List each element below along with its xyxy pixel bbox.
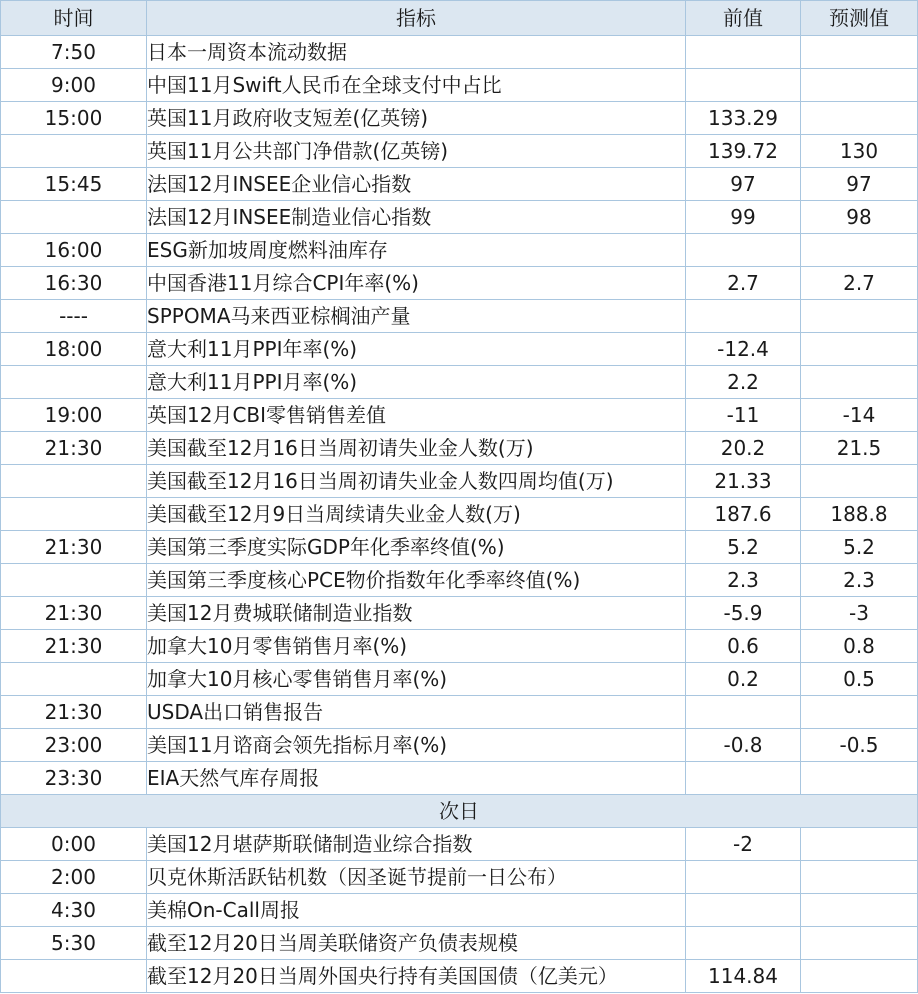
previous-value-cell: 187.6	[686, 498, 801, 531]
header-previous: 前值	[686, 1, 801, 36]
previous-value-cell	[686, 696, 801, 729]
table-row	[1, 630, 918, 663]
time-cell: 16:00	[1, 234, 147, 267]
table-row	[1, 498, 918, 531]
time-cell	[1, 564, 147, 597]
indicator-cell: 中国香港11月综合CPI年率(%)	[147, 267, 686, 300]
previous-value-cell: 139.72	[686, 135, 801, 168]
time-cell: 15:45	[1, 168, 147, 201]
table-row	[1, 564, 918, 597]
indicator-cell: USDA出口销售报告	[147, 696, 686, 729]
table-row	[1, 927, 918, 960]
time-cell: 9:00	[1, 69, 147, 102]
next-day-rows	[1, 828, 918, 993]
time-cell: 21:30	[1, 432, 147, 465]
indicator-cell: 加拿大10月核心零售销售月率(%)	[147, 663, 686, 696]
forecast-value-cell	[801, 69, 918, 102]
forecast-value-cell: 0.8	[801, 630, 918, 663]
table-row	[1, 465, 918, 498]
previous-value-cell	[686, 927, 801, 960]
time-cell	[1, 201, 147, 234]
previous-value-cell: -5.9	[686, 597, 801, 630]
table-row	[1, 366, 918, 399]
time-cell: 23:00	[1, 729, 147, 762]
indicator-cell: 美国12月费城联储制造业指数	[147, 597, 686, 630]
forecast-value-cell	[801, 696, 918, 729]
forecast-value-cell: -14	[801, 399, 918, 432]
indicator-cell: 意大利11月PPI月率(%)	[147, 366, 686, 399]
forecast-value-cell: 98	[801, 201, 918, 234]
forecast-value-cell: 188.8	[801, 498, 918, 531]
previous-value-cell: 114.84	[686, 960, 801, 993]
time-cell	[1, 135, 147, 168]
table-row	[1, 762, 918, 795]
time-cell: 18:00	[1, 333, 147, 366]
previous-value-cell	[686, 894, 801, 927]
forecast-value-cell	[801, 894, 918, 927]
time-cell: 4:30	[1, 894, 147, 927]
indicator-cell: 贝克休斯活跃钻机数（因圣诞节提前一日公布）	[147, 861, 686, 894]
previous-value-cell: 2.3	[686, 564, 801, 597]
previous-value-cell: -0.8	[686, 729, 801, 762]
time-cell: 21:30	[1, 531, 147, 564]
time-cell	[1, 465, 147, 498]
table-row	[1, 102, 918, 135]
forecast-value-cell	[801, 333, 918, 366]
forecast-value-cell	[801, 36, 918, 69]
previous-value-cell: 21.33	[686, 465, 801, 498]
table-row	[1, 696, 918, 729]
same-day-rows	[1, 36, 918, 795]
indicator-cell: 英国12月CBI零售销售差值	[147, 399, 686, 432]
indicator-cell: 英国11月政府收支短差(亿英镑)	[147, 102, 686, 135]
previous-value-cell: -11	[686, 399, 801, 432]
table-row	[1, 531, 918, 564]
header-indicator: 指标	[147, 1, 686, 36]
table-row	[1, 399, 918, 432]
previous-value-cell: 133.29	[686, 102, 801, 135]
indicator-cell: 美国第三季度实际GDP年化季率终值(%)	[147, 531, 686, 564]
time-cell	[1, 663, 147, 696]
table-row	[1, 168, 918, 201]
forecast-value-cell	[801, 234, 918, 267]
indicator-cell: 美棉On-Call周报	[147, 894, 686, 927]
previous-value-cell: 0.6	[686, 630, 801, 663]
previous-value-cell: 0.2	[686, 663, 801, 696]
indicator-cell: 中国11月Swift人民币在全球支付中占比	[147, 69, 686, 102]
indicator-cell: 美国截至12月16日当周初请失业金人数(万)	[147, 432, 686, 465]
table-row	[1, 432, 918, 465]
time-cell: 7:50	[1, 36, 147, 69]
forecast-value-cell: -0.5	[801, 729, 918, 762]
time-cell: 21:30	[1, 597, 147, 630]
forecast-value-cell	[801, 102, 918, 135]
table-row	[1, 201, 918, 234]
forecast-value-cell: 130	[801, 135, 918, 168]
indicator-cell: ESG新加坡周度燃料油库存	[147, 234, 686, 267]
previous-value-cell	[686, 69, 801, 102]
indicator-cell: 截至12月20日当周外国央行持有美国国债（亿美元）	[147, 960, 686, 993]
header-forecast: 预测值	[801, 1, 918, 36]
indicator-cell: 美国12月堪萨斯联储制造业综合指数	[147, 828, 686, 861]
time-cell: 2:00	[1, 861, 147, 894]
forecast-value-cell: 5.2	[801, 531, 918, 564]
previous-value-cell: 20.2	[686, 432, 801, 465]
forecast-value-cell: 97	[801, 168, 918, 201]
time-cell: 15:00	[1, 102, 147, 135]
indicator-cell: SPPOMA马来西亚棕榈油产量	[147, 300, 686, 333]
indicator-cell: 美国第三季度核心PCE物价指数年化季率终值(%)	[147, 564, 686, 597]
header-time: 时间	[1, 1, 147, 36]
indicator-cell: 英国11月公共部门净借款(亿英镑)	[147, 135, 686, 168]
table-row	[1, 960, 918, 993]
indicator-cell: 加拿大10月零售销售月率(%)	[147, 630, 686, 663]
indicator-cell: 美国截至12月16日当周初请失业金人数四周均值(万)	[147, 465, 686, 498]
previous-value-cell: 99	[686, 201, 801, 234]
indicator-cell: 美国截至12月9日当周续请失业金人数(万)	[147, 498, 686, 531]
time-cell: 19:00	[1, 399, 147, 432]
time-cell	[1, 366, 147, 399]
time-cell	[1, 498, 147, 531]
previous-value-cell	[686, 36, 801, 69]
table-row	[1, 333, 918, 366]
forecast-value-cell	[801, 762, 918, 795]
table-row	[1, 234, 918, 267]
indicator-cell: 意大利11月PPI年率(%)	[147, 333, 686, 366]
table-row	[1, 663, 918, 696]
previous-value-cell: 2.7	[686, 267, 801, 300]
previous-value-cell	[686, 762, 801, 795]
previous-value-cell: -2	[686, 828, 801, 861]
time-cell: 16:30	[1, 267, 147, 300]
time-cell: 21:30	[1, 696, 147, 729]
indicator-cell: 截至12月20日当周美联储资产负债表规模	[147, 927, 686, 960]
previous-value-cell	[686, 234, 801, 267]
time-cell	[1, 960, 147, 993]
indicator-cell: 法国12月INSEE企业信心指数	[147, 168, 686, 201]
forecast-value-cell: -3	[801, 597, 918, 630]
previous-value-cell: -12.4	[686, 333, 801, 366]
forecast-value-cell: 21.5	[801, 432, 918, 465]
table-row	[1, 861, 918, 894]
forecast-value-cell: 2.7	[801, 267, 918, 300]
indicator-cell: 法国12月INSEE制造业信心指数	[147, 201, 686, 234]
header-row	[1, 1, 918, 36]
table-row	[1, 894, 918, 927]
forecast-value-cell	[801, 828, 918, 861]
time-cell: 23:30	[1, 762, 147, 795]
forecast-value-cell: 0.5	[801, 663, 918, 696]
next-day-label: 次日	[1, 795, 918, 828]
forecast-value-cell	[801, 366, 918, 399]
time-cell: 0:00	[1, 828, 147, 861]
previous-value-cell: 2.2	[686, 366, 801, 399]
table-row	[1, 69, 918, 102]
time-cell: ----	[1, 300, 147, 333]
previous-value-cell	[686, 861, 801, 894]
time-cell: 21:30	[1, 630, 147, 663]
next-day-divider-row	[1, 795, 918, 828]
table-row	[1, 597, 918, 630]
forecast-value-cell	[801, 960, 918, 993]
table-row	[1, 729, 918, 762]
forecast-value-cell	[801, 861, 918, 894]
forecast-value-cell	[801, 465, 918, 498]
indicator-cell: EIA天然气库存周报	[147, 762, 686, 795]
previous-value-cell: 97	[686, 168, 801, 201]
previous-value-cell: 5.2	[686, 531, 801, 564]
time-cell: 5:30	[1, 927, 147, 960]
forecast-value-cell	[801, 927, 918, 960]
indicator-cell: 日本一周资本流动数据	[147, 36, 686, 69]
indicator-cell: 美国11月谘商会领先指标月率(%)	[147, 729, 686, 762]
forecast-value-cell: 2.3	[801, 564, 918, 597]
table-row	[1, 300, 918, 333]
table-row	[1, 828, 918, 861]
table-row	[1, 135, 918, 168]
forecast-value-cell	[801, 300, 918, 333]
previous-value-cell	[686, 300, 801, 333]
table-row	[1, 36, 918, 69]
table-row	[1, 267, 918, 300]
